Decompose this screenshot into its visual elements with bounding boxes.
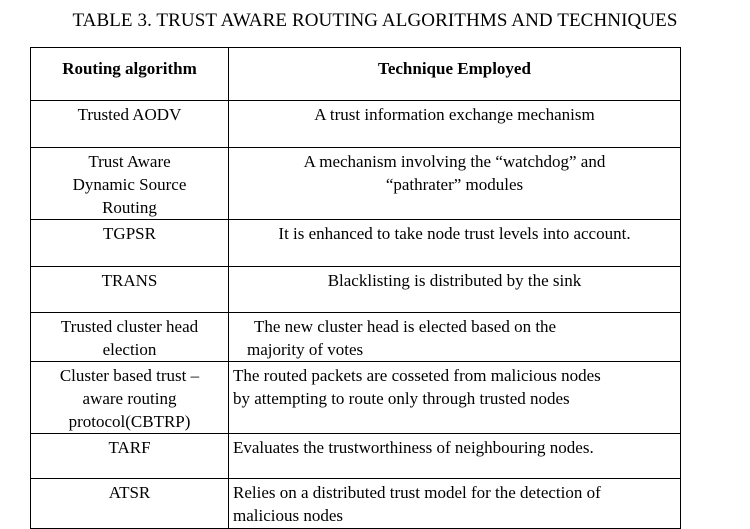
technique-line: The new cluster head is elected based on the bbox=[254, 317, 557, 336]
algorithm-cell bbox=[31, 362, 229, 434]
technique-line: malicious nodes bbox=[233, 506, 344, 525]
algorithm-cell bbox=[31, 313, 229, 362]
algorithm-cell bbox=[31, 434, 229, 479]
routing-algorithms-table bbox=[30, 47, 681, 529]
technique-line: Evaluates the trustworthiness of neighbouring nodes. bbox=[233, 438, 594, 457]
algorithm-line: Cluster based trust – bbox=[59, 366, 200, 385]
technique-cell bbox=[229, 362, 681, 434]
algorithm-cell bbox=[31, 148, 229, 220]
table-row bbox=[31, 101, 681, 148]
algorithm-line: election bbox=[102, 340, 157, 359]
algorithm-line: TRANS bbox=[101, 271, 158, 290]
technique-line: majority of votes bbox=[247, 340, 364, 359]
technique-line: Relies on a distributed trust model for the detection of bbox=[233, 483, 601, 502]
header-routing-algorithm: Routing algorithm bbox=[31, 48, 229, 101]
algorithm-line: Dynamic Source bbox=[72, 175, 187, 194]
technique-cell bbox=[229, 434, 681, 479]
table-row bbox=[31, 362, 681, 434]
algorithm-line: protocol(CBTRP) bbox=[68, 412, 191, 431]
table-row bbox=[31, 313, 681, 362]
table-row bbox=[31, 220, 681, 267]
algorithm-line: ATSR bbox=[108, 483, 151, 502]
algorithm-line: aware routing bbox=[82, 389, 177, 408]
table-row bbox=[31, 434, 681, 479]
technique-line: A trust information exchange mechanism bbox=[314, 105, 595, 124]
table-header-row bbox=[31, 48, 681, 101]
technique-line: Blacklisting is distributed by the sink bbox=[327, 271, 582, 290]
technique-line: by attempting to route only through trusted nodes bbox=[233, 389, 570, 408]
algorithm-line: Routing bbox=[102, 198, 157, 217]
algorithm-line: TGPSR bbox=[103, 224, 156, 243]
table-row bbox=[31, 479, 681, 529]
table-caption: TABLE 3. TRUST AWARE ROUTING ALGORITHMS AND TECHNIQUES bbox=[72, 10, 678, 31]
technique-cell bbox=[229, 101, 681, 148]
algorithm-line: Trusted AODV bbox=[77, 105, 182, 124]
technique-cell bbox=[229, 267, 681, 313]
technique-cell bbox=[229, 220, 681, 267]
table-row bbox=[31, 267, 681, 313]
technique-cell bbox=[229, 313, 681, 362]
table-row bbox=[31, 148, 681, 220]
algorithm-cell bbox=[31, 267, 229, 313]
technique-cell bbox=[229, 479, 681, 529]
algorithm-cell bbox=[31, 220, 229, 267]
technique-cell bbox=[229, 148, 681, 220]
technique-line: A mechanism involving the “watchdog” and bbox=[303, 152, 606, 171]
algorithm-cell bbox=[31, 101, 229, 148]
technique-line: “pathrater” modules bbox=[385, 175, 524, 194]
algorithm-line: Trust Aware bbox=[88, 152, 171, 171]
algorithm-cell bbox=[31, 479, 229, 529]
algorithm-line: TARF bbox=[108, 438, 151, 457]
header-technique-employed: Technique Employed bbox=[229, 48, 681, 101]
algorithm-line: Trusted cluster head bbox=[60, 317, 199, 336]
technique-line: It is enhanced to take node trust levels into account. bbox=[278, 224, 631, 243]
technique-line: The routed packets are cosseted from malicious nodes bbox=[233, 366, 601, 385]
